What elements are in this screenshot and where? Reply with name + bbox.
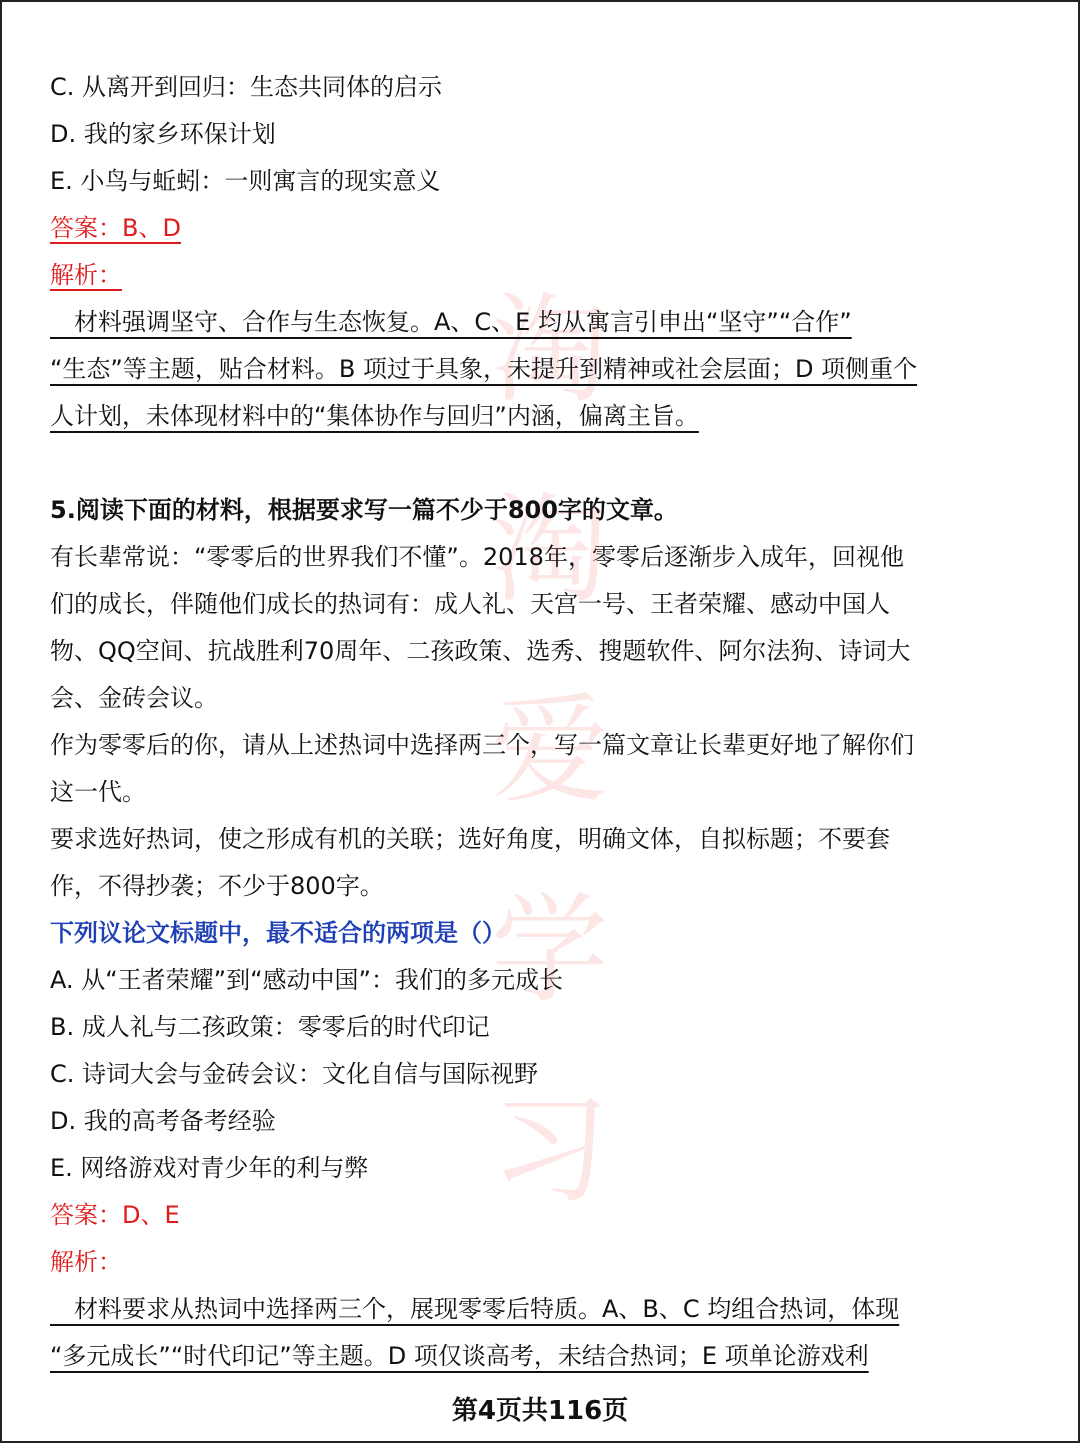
q5-question: 下列议论文标题中，最不适合的两项是（） bbox=[50, 919, 506, 947]
watermark-char: 淘 bbox=[490, 481, 609, 619]
q5-material-line: 这一代。 bbox=[50, 778, 146, 806]
q5-option-a: A. 从“王者荣耀”到“感动中国”：我们的多元成长 bbox=[50, 966, 563, 994]
q4-option-e: E. 小鸟与蚯蚓：一则寓言的现实意义 bbox=[50, 167, 441, 195]
document-body bbox=[50, 64, 1020, 1380]
q4-option-c: C. 从离开到回归：生态共同体的启示 bbox=[50, 73, 443, 101]
q5-answer: 答案：D、E bbox=[50, 1201, 180, 1229]
watermark-char: 淘 bbox=[490, 281, 609, 419]
watermark-char: 习 bbox=[490, 1081, 609, 1219]
q5-option-c: C. 诗词大会与金砖会议：文化自信与国际视野 bbox=[50, 1060, 539, 1088]
q5-heading: 5.阅读下面的材料，根据要求写一篇不少于800字的文章。 bbox=[50, 496, 678, 524]
q5-option-e: E. 网络游戏对青少年的利与弊 bbox=[50, 1154, 369, 1182]
page-footer: 第4页共116页 bbox=[451, 1396, 629, 1426]
q5-analysis-label: 解析： bbox=[50, 1248, 122, 1276]
q4-analysis-line: 人计划，未体现材料中的“集体协作与回归”内涵，偏离主旨。 bbox=[50, 402, 699, 430]
q5-analysis-line: 材料要求从热词中选择两三个，展现零零后特质。A、B、C 均组合热词，体现 bbox=[50, 1295, 900, 1323]
q5-material-line: 有长辈常说：“零零后的世界我们不懂”。2018年，零零后逐渐步入成年，回视他 bbox=[50, 543, 904, 571]
q5-analysis-line: “多元成长”“时代印记”等主题。D 项仅谈高考，未结合热词；E 项单论游戏利 bbox=[50, 1342, 869, 1370]
q5-option-b: B. 成人礼与二孩政策：零零后的时代印记 bbox=[50, 1013, 490, 1041]
q5-material-line: 要求选好热词，使之形成有机的关联；选好角度，明确文体，自拟标题；不要套 bbox=[50, 825, 890, 853]
q4-analysis-line: “生态”等主题，贴合材料。B 项过于具象，未提升到精神或社会层面；D 项侧重个 bbox=[50, 355, 918, 383]
q5-material-line: 会、金砖会议。 bbox=[50, 684, 218, 712]
watermark-char: 爱 bbox=[490, 681, 609, 819]
q4-analysis-line: 材料强调坚守、合作与生态恢复。A、C、E 均从寓言引申出“坚守”“合作” bbox=[50, 308, 852, 336]
q5-option-d: D. 我的高考备考经验 bbox=[50, 1107, 276, 1135]
q5-material-line: 们的成长，伴随他们成长的热词有：成人礼、天宫一号、王者荣耀、感动中国人 bbox=[50, 590, 890, 618]
q5-material-line: 作为零零后的你，请从上述热词中选择两三个，写一篇文章让长辈更好地了解你们 bbox=[50, 731, 914, 759]
q4-answer: 答案：B、D bbox=[50, 214, 181, 242]
q4-option-d: D. 我的家乡环保计划 bbox=[50, 120, 276, 148]
watermark-char: 学 bbox=[490, 881, 609, 1019]
q5-material-line: 作，不得抄袭；不少于800字。 bbox=[50, 872, 384, 900]
q4-analysis-label: 解析： bbox=[50, 261, 122, 289]
q5-material-line: 物、QQ空间、抗战胜利70周年、二孩政策、选秀、搜题软件、阿尔法狗、诗词大 bbox=[50, 637, 911, 665]
